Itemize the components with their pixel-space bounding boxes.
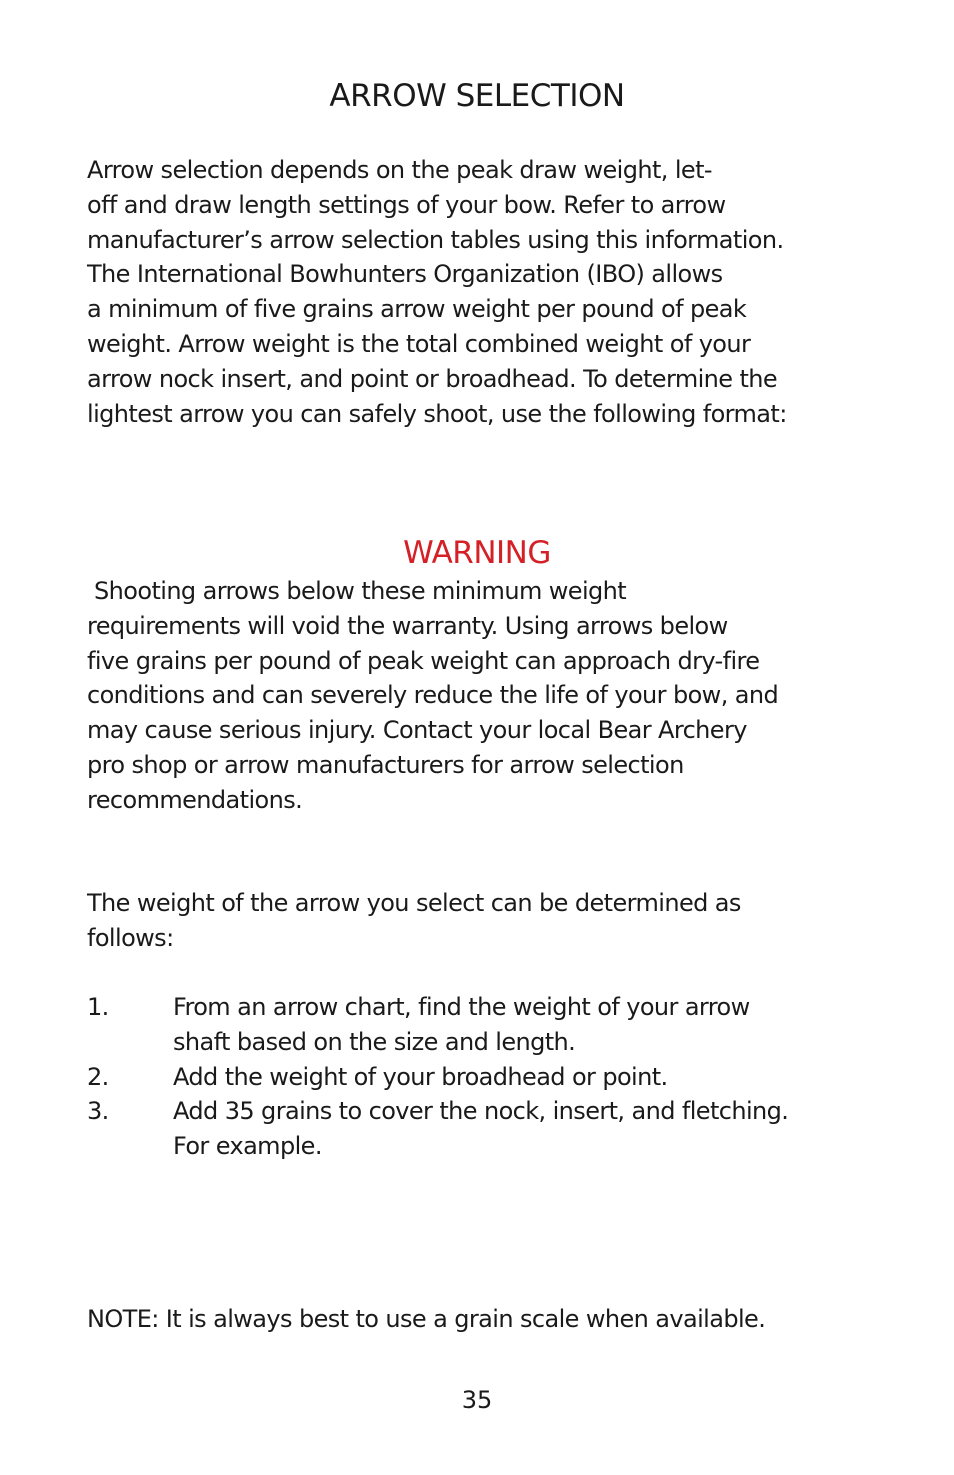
intro-line: manufacturer’s arrow selection tables using this information.	[87, 225, 784, 254]
weight-intro-line: follows:	[87, 923, 174, 952]
list-item	[87, 1060, 887, 1095]
list-item	[87, 990, 887, 1060]
intro-line: The International Bowhunters Organization (IBO) allows	[87, 260, 723, 289]
list-item	[87, 1094, 887, 1164]
page-number: 35	[461, 1386, 493, 1414]
step-number: 2.	[87, 1062, 109, 1091]
warning-paragraph	[87, 574, 877, 818]
steps-list	[87, 990, 887, 1164]
warning-line: five grains per pound of peak weight can approach dry-fire	[87, 646, 760, 675]
intro-line: lightest arrow you can safely shoot, use the following format:	[87, 399, 787, 428]
warning-line: recommendations.	[87, 785, 303, 814]
step-line: shaft based on the size and length.	[173, 1027, 576, 1056]
warning-line: may cause serious injury. Contact your local Bear Archery	[87, 716, 747, 745]
weight-intro-line: The weight of the arrow you select can be determined as	[87, 889, 741, 917]
warning-line: conditions and can severely reduce the life of your bow, and	[87, 681, 779, 710]
intro-line: weight. Arrow weight is the total combined weight of your	[87, 329, 751, 358]
step-number: 1.	[87, 993, 109, 1021]
intro-line: arrow nock insert, and point or broadhead. To determine the	[87, 364, 778, 393]
warning-line: pro shop or arrow manufacturers for arrow selection	[87, 750, 684, 779]
intro-line: Arrow selection depends on the peak draw weight, let-	[87, 156, 712, 184]
warning-line: Shooting arrows below these minimum weight	[87, 577, 627, 605]
step-number: 3.	[87, 1097, 109, 1126]
note-text: NOTE: It is always best to use a grain scale when available.	[87, 1305, 766, 1333]
step-line: For example.	[173, 1132, 322, 1161]
warning-line: requirements will void the warranty. Using arrows below	[87, 611, 728, 640]
step-line: Add the weight of your broadhead or point.	[173, 1062, 668, 1091]
intro-line: a minimum of five grains arrow weight per pound of peak	[87, 295, 747, 324]
warning-heading: WARNING	[403, 535, 551, 571]
step-line: Add 35 grains to cover the nock, insert, and fletching.	[173, 1097, 789, 1126]
step-line: From an arrow chart, find the weight of your arrow	[173, 993, 750, 1021]
weight-intro-paragraph	[87, 886, 877, 956]
intro-paragraph	[87, 153, 877, 431]
intro-line: off and draw length settings of your bow. Refer to arrow	[87, 190, 726, 219]
page-title: ARROW SELECTION	[329, 78, 625, 114]
